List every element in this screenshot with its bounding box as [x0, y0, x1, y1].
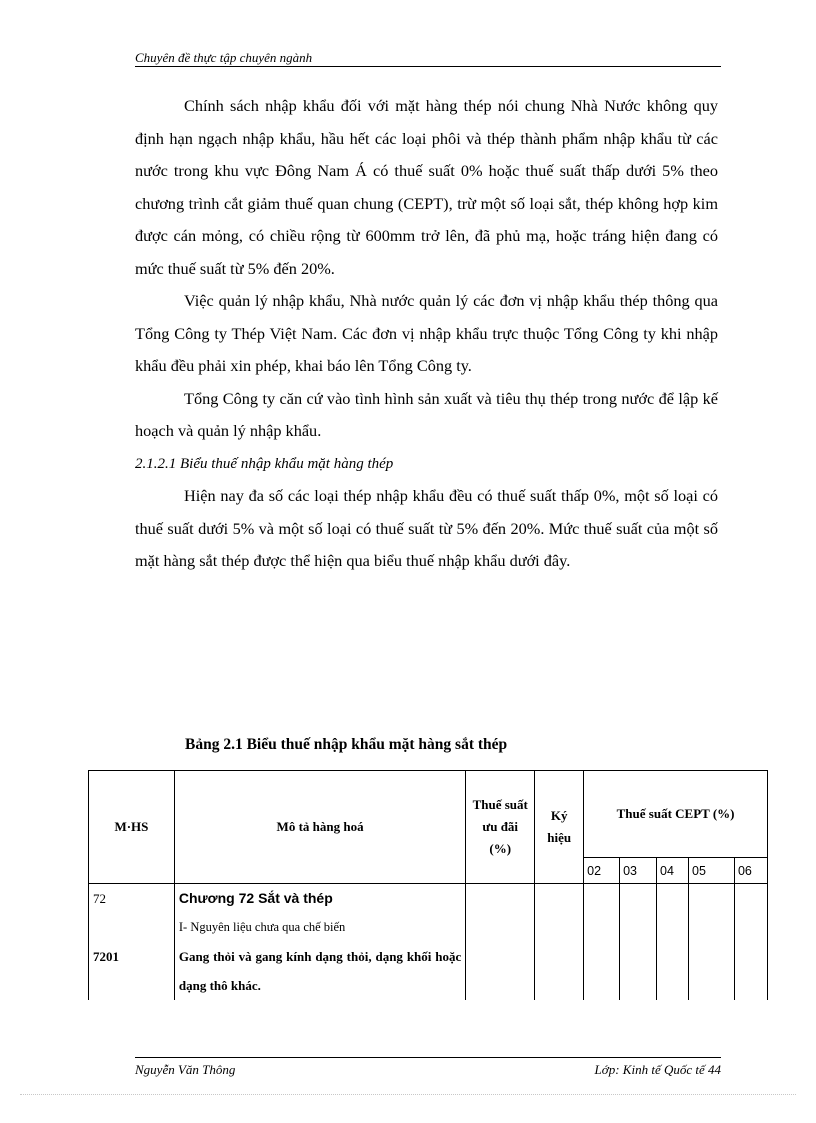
- symbol-cell: [535, 884, 584, 1001]
- code-cell: [89, 884, 175, 1001]
- page-footer: [135, 1057, 721, 1078]
- page-bottom-edge: [20, 1094, 796, 1095]
- rate-cell: [657, 884, 689, 1001]
- rate-cell: [734, 884, 767, 1001]
- col-header-preferential: Thuế suất ưu đãi (%): [466, 771, 535, 884]
- section-subheading: 2.1.2.1 Biểu thuế nhập khẩu mặt hàng thép: [135, 455, 394, 472]
- page-header: [135, 50, 721, 67]
- paragraph-4: Hiện nay đa số các loại thép nhập khẩu đều có thuế suất thấp 0%, một số loại có thuế suất dưới 5% và một số loại có thuế suất từ 5% đến 20%. Mức thuế suất của một số mặt hàng sắt thép được thể hiện qua biểu thuế nhập khẩu dưới đây.: [135, 486, 718, 570]
- description-cell: [174, 884, 465, 1001]
- table-title: Bảng 2.1 Biểu thuế nhập khẩu mặt hàng sắt thép: [185, 736, 508, 753]
- col-header-cept: Thuế suất CEPT (%): [584, 771, 768, 858]
- preferential-cell: [466, 884, 535, 1001]
- col-header-code: M·HS: [89, 771, 175, 884]
- col-header-symbol: Ký hiệu: [535, 771, 584, 884]
- paragraph-1: Chính sách nhập khẩu đối với mặt hàng thép nói chung Nhà Nước không quy định hạn ngạch nhập khẩu, hầu hết các loại phôi và thép thành phẩm nhập khẩu từ các nước trong khu vực Đông Nam Á có thuế suất 0% hoặc thuế suất thấp dưới 5% theo chương trình cắt giảm thuế quan chung (CEPT), trừ một số loại sắt, thép không hợp kim được cán mỏng, có chiều rộng từ 600mm trở lên, đã phủ mạ, hoặc tráng hiện đang có mức thuế suất từ 5% đến 20%.: [135, 96, 718, 278]
- footer-class: Lớp: Kinh tế Quốc tế 44: [594, 1062, 721, 1077]
- paragraph-2: Việc quản lý nhập khẩu, Nhà nước quản lý các đơn vị nhập khẩu thép thông qua Tổng Công ty Thép Việt Nam. Các đơn vị nhập khẩu trực thuộc Tổng Công ty khi nhập khẩu đều phải xin phép, khai báo lên Tổng Công ty.: [135, 291, 718, 375]
- year-cell: 03: [620, 858, 657, 884]
- item-code: 7201: [93, 949, 119, 964]
- footer-author: Nguyễn Văn Thông: [135, 1062, 236, 1077]
- col-header-description: Mô tả hàng hoá: [174, 771, 465, 884]
- tariff-table: [88, 770, 768, 1000]
- year-cell: 02: [584, 858, 620, 884]
- paragraph-3: Tổng Công ty căn cứ vào tình hình sản xuất và tiêu thụ thép trong nước để lập kế hoạch và quản lý nhập khẩu.: [135, 388, 718, 440]
- rate-cell: [620, 884, 657, 1001]
- year-cell: 04: [657, 858, 689, 884]
- item-description: Gang thỏi và gang kính dạng thỏi, dạng khối hoặc dạng thô khác.: [178, 949, 462, 993]
- year-cell: 06: [734, 858, 767, 884]
- rate-cell: [689, 884, 735, 1001]
- rate-cell: [584, 884, 620, 1001]
- chapter-title: Chương 72 Sắt và thép: [178, 890, 333, 906]
- year-cell: 05: [689, 858, 735, 884]
- section-title: I- Nguyên liệu chưa qua chế biến: [178, 920, 346, 934]
- body-text: [135, 90, 718, 578]
- chapter-code: 72: [93, 891, 106, 906]
- header-title: Chuyên đề thực tập chuyên ngành: [135, 50, 313, 65]
